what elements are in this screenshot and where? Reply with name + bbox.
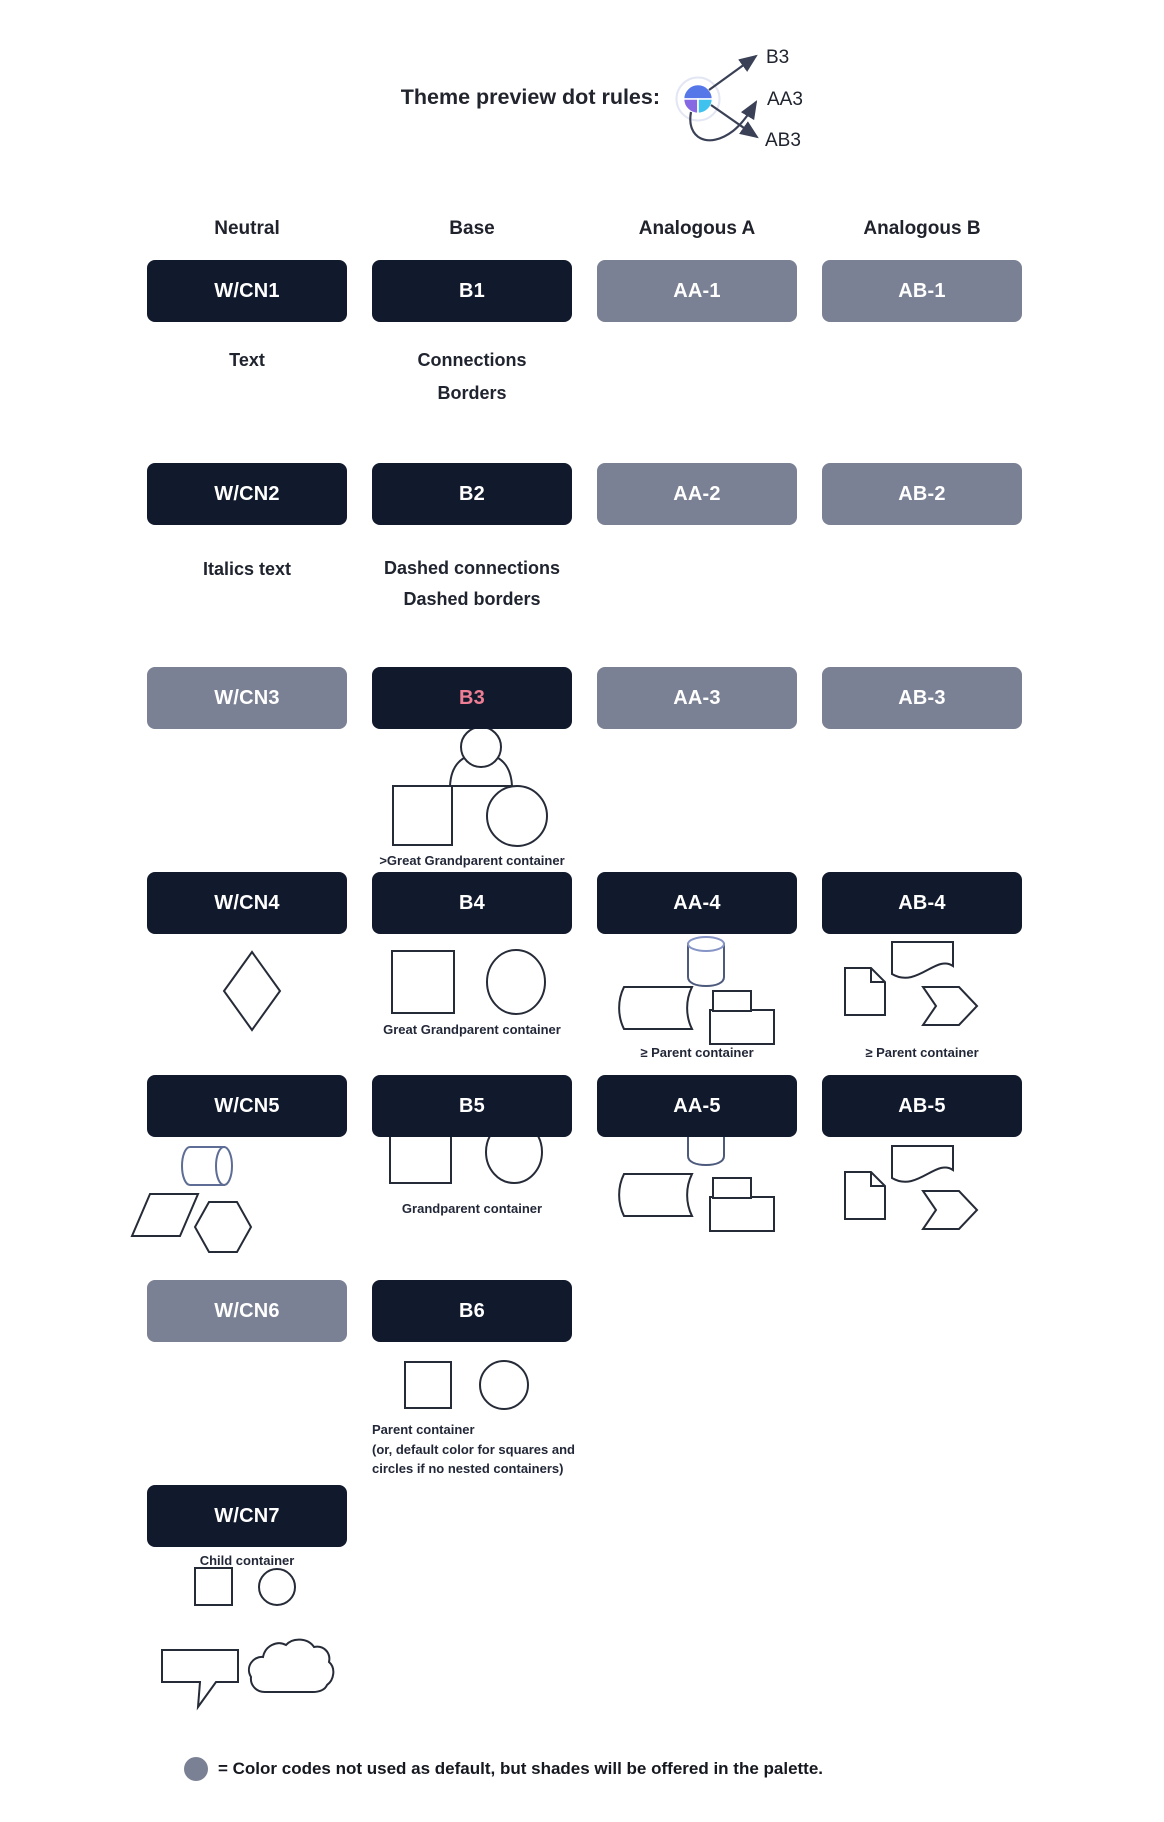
swatch-aa3[interactable]: AA-3 xyxy=(597,667,797,729)
aa4-parent-shapes xyxy=(619,937,774,1044)
card-tab-shape xyxy=(713,991,751,1011)
circle-shape xyxy=(259,1569,295,1605)
diamond-shape xyxy=(224,952,280,1030)
caption-ab4: ≥ Parent container xyxy=(865,1045,979,1060)
caption-wcn7: Child container xyxy=(199,1553,295,1568)
swatch-b4[interactable]: B4 xyxy=(372,872,572,934)
cylinder-icon xyxy=(688,944,724,986)
card-body-shape xyxy=(710,1197,774,1231)
card-tab-shape xyxy=(713,1178,751,1198)
document-shape xyxy=(845,968,885,1015)
square-shape xyxy=(195,1568,232,1605)
legend xyxy=(184,1757,823,1781)
dot-rule-label-ab3: AB3 xyxy=(765,130,801,151)
chevron-shape xyxy=(923,1191,977,1229)
swatch-ab1[interactable]: AB-1 xyxy=(822,260,1022,322)
horizontal-cylinder-icon xyxy=(182,1147,224,1185)
swatch-aa5[interactable]: AA-5 xyxy=(597,1075,797,1137)
note-connections xyxy=(372,344,572,410)
caption-b4: Great Grandparent container xyxy=(383,1022,561,1037)
gray-dot-icon xyxy=(184,1757,208,1781)
note-italics: Italics text xyxy=(202,559,292,579)
dot-wedge-analogous-b xyxy=(698,99,713,114)
square-shape xyxy=(405,1362,451,1408)
caption-b6-line1: Parent container xyxy=(372,1422,475,1437)
actor-body-icon xyxy=(450,754,512,786)
swatch-ab4[interactable]: AB-4 xyxy=(822,872,1022,934)
caption-b6-line3: circles if no nested containers) xyxy=(372,1461,564,1476)
card-body-shape xyxy=(710,1010,774,1044)
ab5-shapes xyxy=(845,1146,977,1229)
page-title: Theme preview dot rules: xyxy=(400,85,660,109)
swatch-wcn4[interactable]: W/CN4 xyxy=(147,872,347,934)
swatch-wcn6[interactable]: W/CN6 xyxy=(147,1280,347,1342)
wavy-document-shape xyxy=(892,1146,953,1182)
caption-b6 xyxy=(372,1420,652,1479)
legend-text: = Color codes not used as default, but shades will be offered in the palette. xyxy=(218,1759,824,1778)
swatch-b6[interactable]: B6 xyxy=(372,1280,572,1342)
stored-data-shape xyxy=(619,987,692,1029)
dot-rule-label-aa3: AA3 xyxy=(767,89,803,110)
swatch-ab3[interactable]: AB-3 xyxy=(822,667,1022,729)
ab4-parent-shapes xyxy=(845,942,977,1025)
caption-b5: Grandparent container xyxy=(401,1201,543,1216)
speech-bubble-shape xyxy=(162,1650,238,1707)
document-shape xyxy=(845,1172,885,1219)
b4-great-grandparent-shapes xyxy=(392,950,545,1014)
theme-preview-dot-icon xyxy=(677,78,720,121)
swatch-aa1[interactable]: AA-1 xyxy=(597,260,797,322)
column-header-neutral: Neutral xyxy=(214,218,280,239)
dot-outer-ring xyxy=(677,78,720,121)
note-dashed xyxy=(347,553,597,615)
circle-shape xyxy=(487,786,547,846)
chevron-shape xyxy=(923,987,977,1025)
swatch-wcn1[interactable]: W/CN1 xyxy=(147,260,347,322)
actor-head-icon xyxy=(461,727,501,767)
column-header-analogous-b: Analogous B xyxy=(863,218,981,239)
hexagon-shape xyxy=(195,1202,251,1252)
b3-great-grandparent-shapes xyxy=(393,727,547,846)
document-fold-line xyxy=(871,968,885,982)
caption-b3: >Great Grandparent container xyxy=(379,853,565,868)
note-connections-line1: Connections xyxy=(417,350,527,370)
swatch-b5[interactable]: B5 xyxy=(372,1075,572,1137)
arrow-to-aa3 xyxy=(690,102,756,140)
horizontal-cylinder-cap-icon xyxy=(216,1147,232,1185)
swatch-wcn7[interactable]: W/CN7 xyxy=(147,1485,347,1547)
swatch-aa4[interactable]: AA-4 xyxy=(597,872,797,934)
dot-wedge-base xyxy=(684,85,713,100)
cloud-shape xyxy=(249,1640,333,1692)
swatch-wcn5[interactable]: W/CN5 xyxy=(147,1075,347,1137)
square-shape xyxy=(393,786,452,845)
dot-rule-label-b3: B3 xyxy=(766,47,790,68)
swatch-b1[interactable]: B1 xyxy=(372,260,572,322)
arrow-to-b3 xyxy=(709,56,756,90)
swatch-wcn3[interactable]: W/CN3 xyxy=(147,667,347,729)
note-text: Text xyxy=(229,350,265,370)
swatch-ab2[interactable]: AB-2 xyxy=(822,463,1022,525)
swatch-aa2[interactable]: AA-2 xyxy=(597,463,797,525)
square-shape xyxy=(392,951,454,1013)
note-dashed-line2: Dashed borders xyxy=(403,589,541,609)
note-connections-line2: Borders xyxy=(437,383,507,403)
cylinder-top-icon xyxy=(688,937,724,951)
note-dashed-line1: Dashed connections xyxy=(383,558,561,578)
wavy-document-shape xyxy=(892,942,953,978)
arrow-to-ab3 xyxy=(711,105,757,137)
swatch-wcn2[interactable]: W/CN2 xyxy=(147,463,347,525)
b6-parent-shapes xyxy=(405,1361,528,1409)
wcn7-child-shapes xyxy=(162,1568,333,1707)
swatch-ab5[interactable]: AB-5 xyxy=(822,1075,1022,1137)
column-header-base: Base xyxy=(449,218,495,239)
wcn5-shapes xyxy=(132,1147,251,1252)
caption-b6-line2: (or, default color for squares and xyxy=(372,1441,575,1457)
column-header-analogous-a: Analogous A xyxy=(638,218,756,239)
parallelogram-shape xyxy=(132,1194,198,1236)
caption-aa4: ≥ Parent container xyxy=(640,1045,754,1060)
circle-shape xyxy=(480,1361,528,1409)
swatch-b3[interactable]: B3 xyxy=(372,667,572,729)
swatch-b2[interactable]: B2 xyxy=(372,463,572,525)
dot-wedge-analogous-a xyxy=(684,99,699,114)
circle-shape xyxy=(487,950,545,1014)
document-fold-line xyxy=(871,1172,885,1186)
stored-data-shape xyxy=(619,1174,692,1216)
